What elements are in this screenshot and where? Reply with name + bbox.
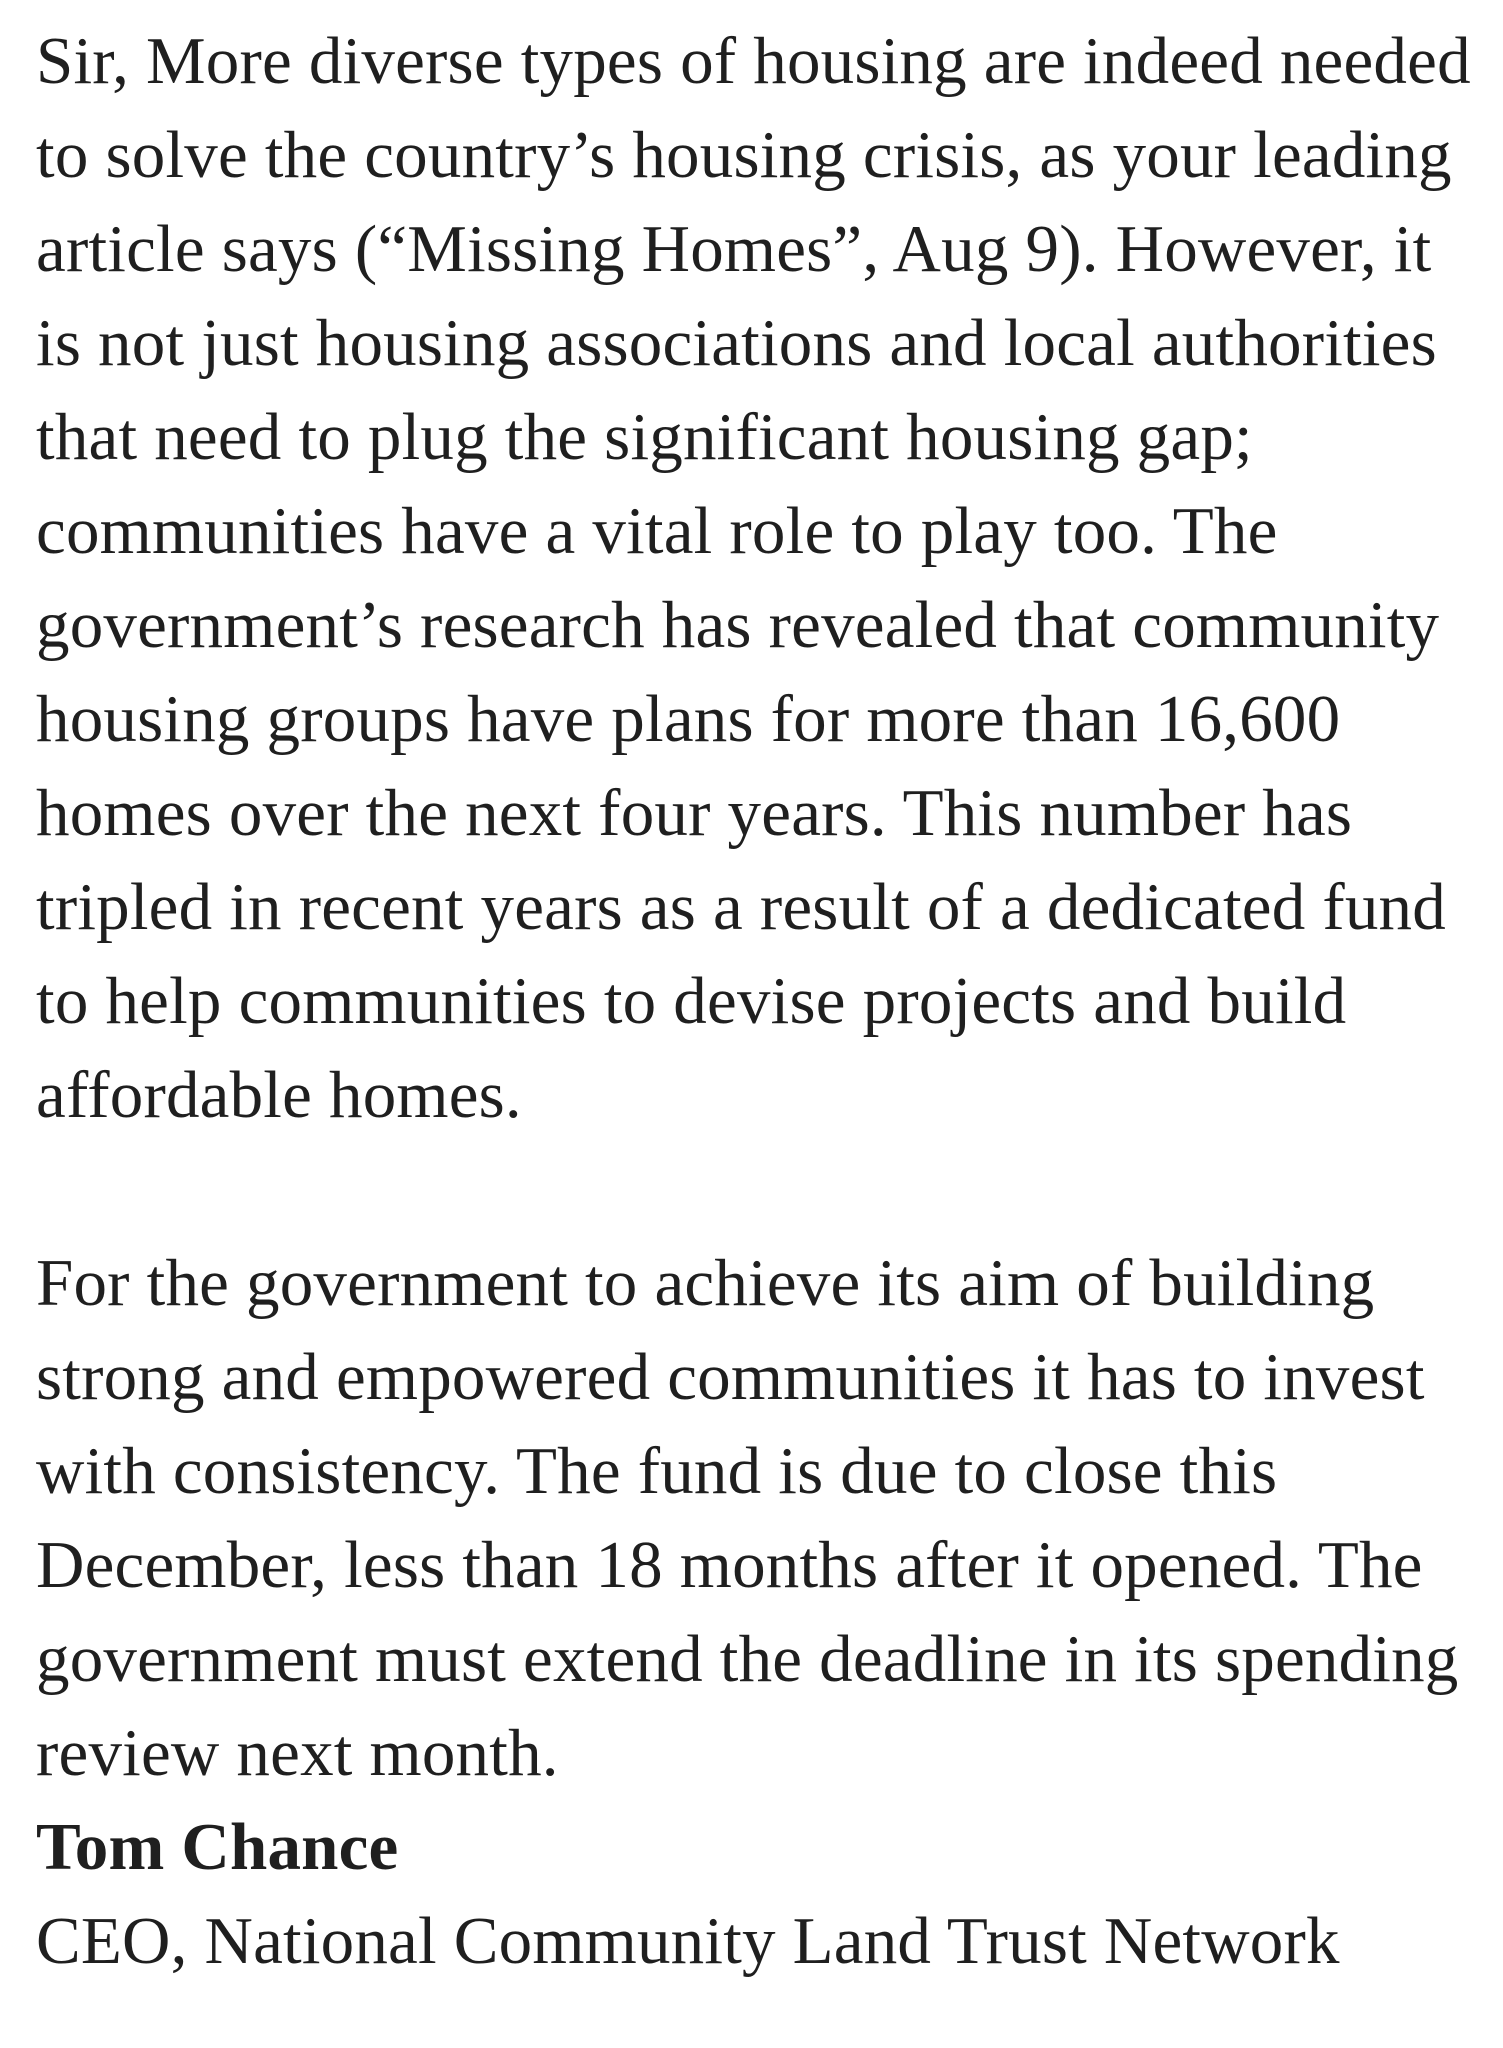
signature-role: CEO, National Community Land Trust Network: [36, 1904, 1340, 1978]
letter-paragraph-2: For the government to achieve its aim of building strong and empowered communities it has to invest with consistency. The fund is due to close this December, less than 18 months after it opened. The government must extend the deadline in its spending review next month.: [36, 1246, 1459, 1790]
letter-paragraph-1: Sir, More diverse types of housing are indeed needed to solve the country’s housing crisis, as your leading article says (“Missing Homes”, Aug 9). However, it is not just housing associations and local authorities that need to plug the significant housing gap; communities have a vital role to play too. The government’s research has revealed that community housing groups have plans for more than 16,600 homes over the next four years. This number has tripled in recent years as a result of a dedicated fund to help communities to devise projects and build affordable homes.: [36, 24, 1471, 1132]
letter-body: [36, 14, 1476, 1988]
signature-name: Tom Chance: [36, 1810, 399, 1884]
